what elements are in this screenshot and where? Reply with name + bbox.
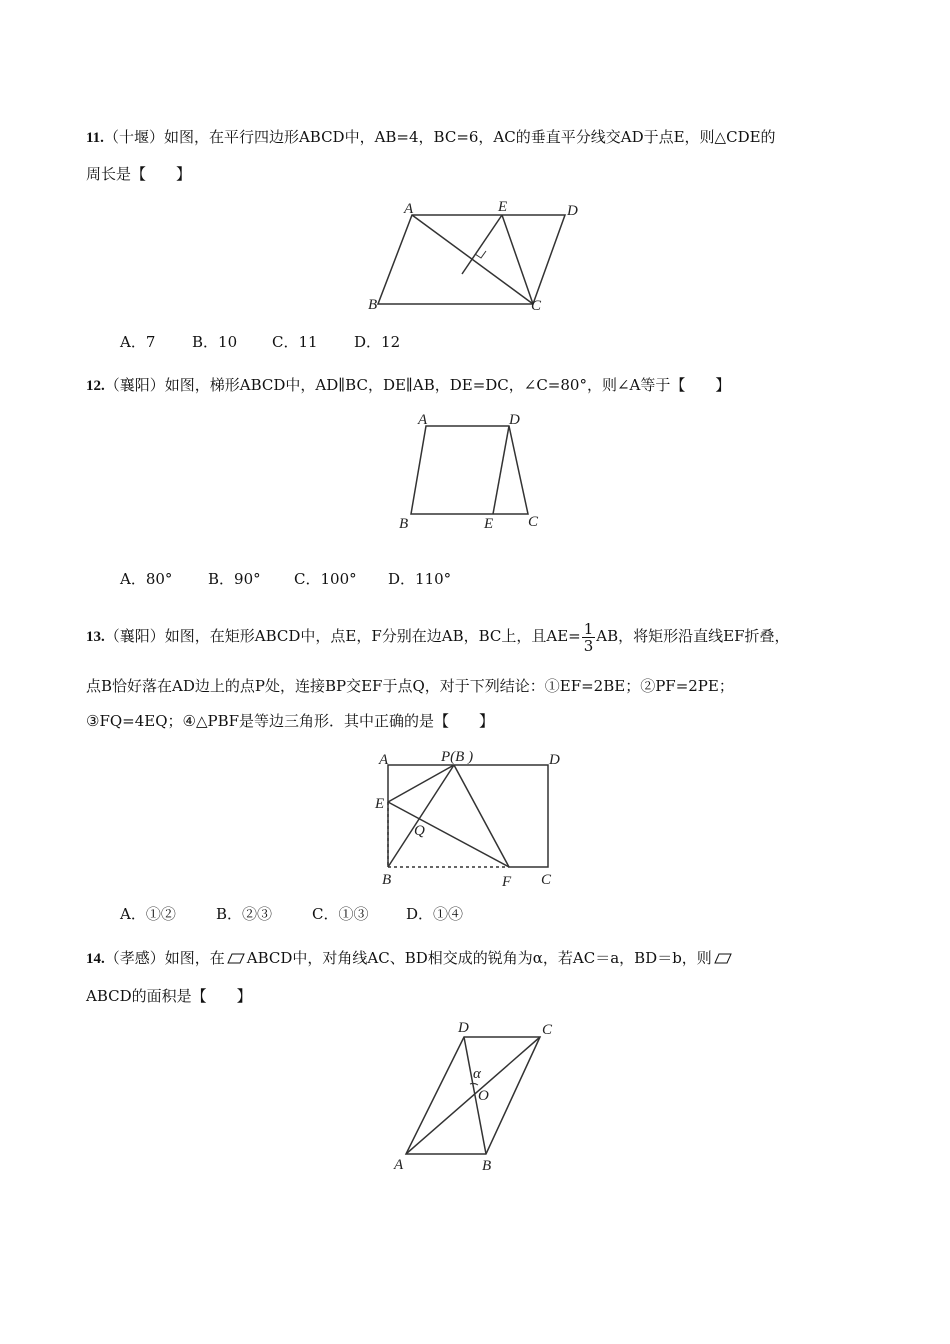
q14-label-alpha: α <box>473 1066 481 1082</box>
q12-options <box>120 569 451 589</box>
q13-option-c: C．①③ <box>312 905 369 923</box>
q12-option-c: C．100° <box>294 570 357 588</box>
q14-line1 <box>86 948 734 969</box>
q14-parallelogram-diagram <box>384 1014 574 1176</box>
q13-segment-bp <box>388 765 454 867</box>
q12-label-e: E <box>484 516 494 532</box>
q13-label-pb: P(B ) <box>441 749 474 765</box>
q11-text-1: （十堰）如图，在平行四边形ABCD中，AB=4，BC=6，AC的垂直平分线交AD于点E，则△CDE的 <box>103 128 776 146</box>
q13-label-d: D <box>549 752 560 768</box>
q11-perp-bisector <box>462 215 502 274</box>
q11-label-a: A <box>404 201 414 217</box>
q12-label-b: B <box>399 516 409 532</box>
q11-figure <box>360 196 590 316</box>
q13-label-c: C <box>541 872 552 888</box>
q13-text-2: 点B恰好落在AD边上的点P处，连接BP交EF于点Q，对于下列结论：①EF=2BE；②PF=2PE； <box>86 677 734 695</box>
q13-frac-numerator: 1 <box>583 619 594 638</box>
q13-text-3: ③FQ=4EQ；④△PBF是等边三角形．其中正确的是【 】 <box>86 712 495 730</box>
q13-option-d: D．①④ <box>406 905 464 923</box>
q13-option-a: A．①② <box>120 905 176 923</box>
q14-angle-arc <box>470 1083 478 1085</box>
q12-label-a: A <box>418 412 428 428</box>
q12-figure <box>390 404 560 534</box>
parallelogram-symbol-icon <box>714 953 732 964</box>
q12-trapezoid-diagram <box>390 404 560 534</box>
q11-segment-ec <box>502 215 533 304</box>
q14-label-o: O <box>478 1088 489 1104</box>
q11-number: 11. <box>86 130 104 146</box>
q13-options <box>120 904 463 924</box>
q12-label-c: C <box>528 514 539 530</box>
q13-rectangle-diagram <box>368 744 578 890</box>
q13-line2 <box>86 676 734 696</box>
q14-diagonal-ac <box>406 1037 540 1154</box>
q13-label-b: B <box>382 872 392 888</box>
q14-label-a: A <box>394 1157 404 1173</box>
q11-label-e: E <box>498 199 508 215</box>
q11-option-d: D．12 <box>354 333 401 351</box>
q13-line3 <box>86 711 494 731</box>
q13-figure <box>368 744 578 890</box>
q11-options <box>120 332 400 352</box>
q12-segment-de <box>493 426 509 514</box>
q13-fraction <box>582 621 596 654</box>
q13-text-1b: AB，将矩形沿直线EF折叠， <box>596 627 790 645</box>
q13-label-q: Q <box>414 823 425 839</box>
q12-number: 12. <box>86 378 105 394</box>
q11-option-b: B．10 <box>192 333 238 351</box>
q14-line2 <box>86 986 252 1006</box>
q12-option-a: A．80° <box>120 570 173 588</box>
q14-label-c: C <box>542 1022 553 1038</box>
q11-option-a: A．7 <box>120 333 156 351</box>
q12-line1 <box>86 375 730 396</box>
q11-line2 <box>86 164 191 184</box>
q13-label-f: F <box>502 874 512 890</box>
parallelogram-symbol-icon <box>227 953 245 964</box>
q12-option-b: B．90° <box>208 570 261 588</box>
q14-number: 14. <box>86 951 105 967</box>
q12-shape-abcd <box>411 426 528 514</box>
q11-label-c: C <box>531 298 542 314</box>
q12-label-d: D <box>509 412 520 428</box>
q14-label-d: D <box>458 1020 469 1036</box>
q11-parallelogram-diagram <box>360 196 590 316</box>
q11-option-c: C．11 <box>272 333 318 351</box>
q14-text-1a: （孝感）如图，在 <box>104 949 225 967</box>
q13-label-e: E <box>375 796 385 812</box>
q11-line1 <box>86 127 776 148</box>
q14-text-2: ABCD的面积是【 】 <box>86 987 252 1005</box>
q12-text-1: （襄阳）如图，梯形ABCD中，AD∥BC，DE∥AB，DE=DC，∠C=80°，则∠A等于【 】 <box>104 376 731 394</box>
q13-text-1a: （襄阳）如图，在矩形ABCD中，点E，F分别在边AB，BC上，且AE= <box>104 627 581 645</box>
q14-text-1b: ABCD中，对角线AC、BD相交成的锐角为α，若AC＝a，BD＝b，则 <box>246 949 712 967</box>
q13-line1 <box>86 616 790 657</box>
q11-label-d: D <box>567 203 578 219</box>
q13-shape-rectangle <box>388 765 548 867</box>
q14-label-b: B <box>482 1158 492 1174</box>
q13-option-b: B．②③ <box>216 905 273 923</box>
q14-figure <box>384 1014 574 1176</box>
q11-label-b: B <box>368 297 378 313</box>
q13-frac-denominator: 3 <box>583 636 594 655</box>
q13-label-a: A <box>379 752 389 768</box>
q13-number: 13. <box>86 629 105 645</box>
q12-option-d: D．110° <box>388 570 452 588</box>
q11-text-2: 周长是【 】 <box>86 165 192 183</box>
q13-segment-ep <box>388 765 454 802</box>
